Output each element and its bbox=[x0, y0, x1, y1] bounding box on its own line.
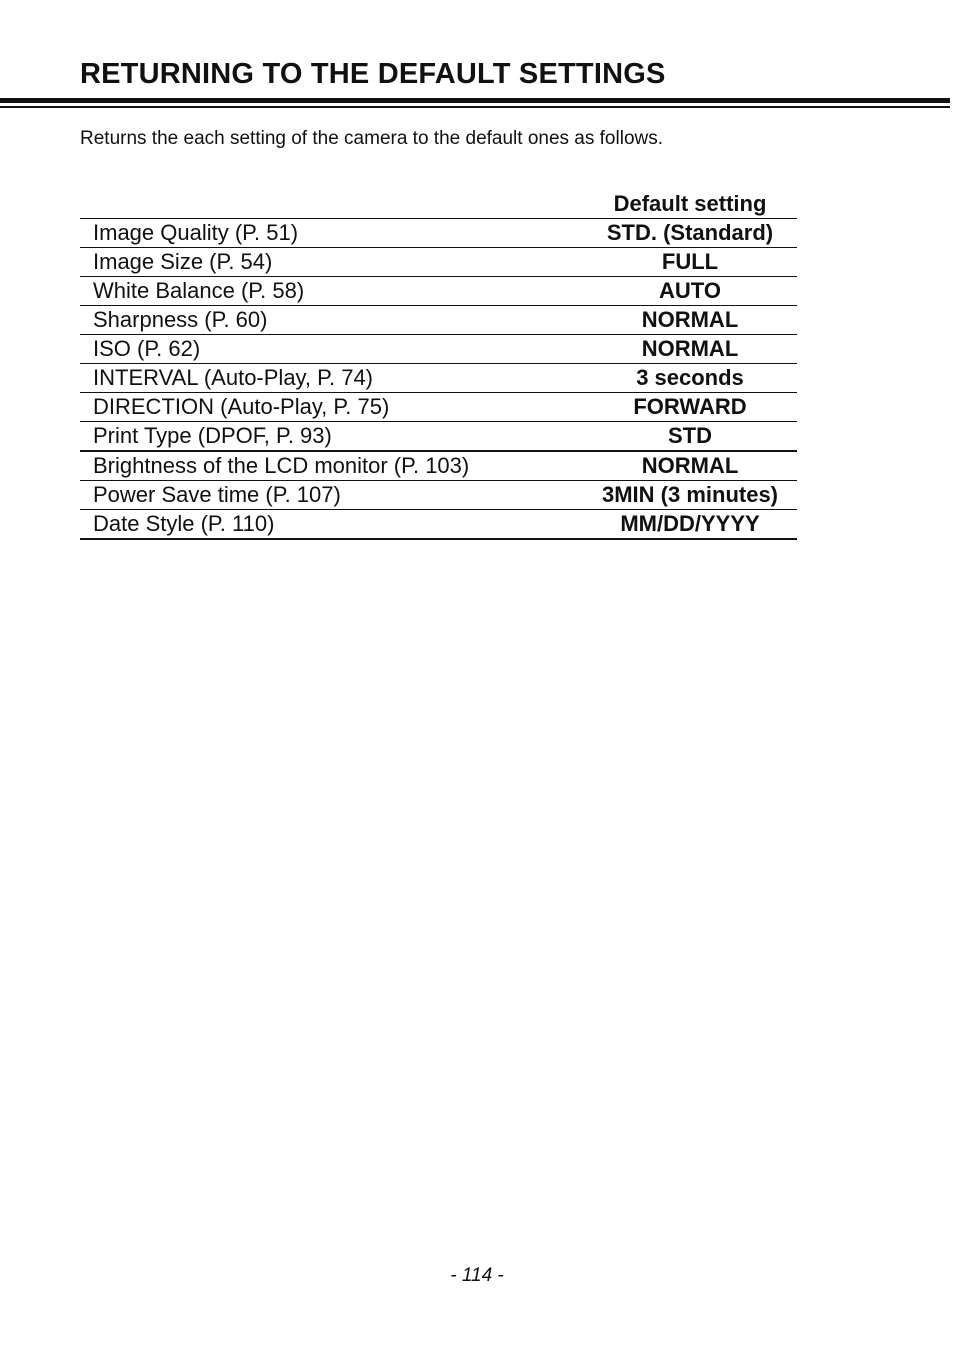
setting-default: NORMAL bbox=[583, 335, 797, 364]
setting-default: AUTO bbox=[583, 277, 797, 306]
column-header-setting bbox=[80, 190, 583, 219]
setting-default: STD bbox=[583, 422, 797, 452]
table-row bbox=[80, 248, 797, 277]
setting-default: FULL bbox=[583, 248, 797, 277]
page-title: RETURNING TO THE DEFAULT SETTINGS bbox=[80, 58, 666, 90]
table-row bbox=[80, 277, 797, 306]
table-row bbox=[80, 364, 797, 393]
table-row bbox=[80, 335, 797, 364]
setting-name: Image Size (P. 54) bbox=[80, 248, 583, 277]
setting-name: White Balance (P. 58) bbox=[80, 277, 583, 306]
table-row bbox=[80, 422, 797, 452]
default-settings-table bbox=[80, 190, 797, 540]
setting-default: MM/DD/YYYY bbox=[583, 510, 797, 540]
setting-name: DIRECTION (Auto-Play, P. 75) bbox=[80, 393, 583, 422]
intro-text: Returns the each setting of the camera to the default ones as follows. bbox=[80, 128, 664, 149]
column-header-default: Default setting bbox=[583, 190, 797, 219]
table-row bbox=[80, 510, 797, 540]
setting-default: NORMAL bbox=[583, 306, 797, 335]
setting-default: 3 seconds bbox=[583, 364, 797, 393]
setting-name: Print Type (DPOF, P. 93) bbox=[80, 422, 583, 452]
setting-name: ISO (P. 62) bbox=[80, 335, 583, 364]
setting-name: Power Save time (P. 107) bbox=[80, 481, 583, 510]
table-row bbox=[80, 306, 797, 335]
setting-default: STD. (Standard) bbox=[583, 219, 797, 248]
setting-name: Image Quality (P. 51) bbox=[80, 219, 583, 248]
setting-name: Date Style (P. 110) bbox=[80, 510, 583, 540]
setting-default: FORWARD bbox=[583, 393, 797, 422]
setting-name: INTERVAL (Auto-Play, P. 74) bbox=[80, 364, 583, 393]
page-number: - 114 - bbox=[450, 1265, 504, 1286]
title-rule-thick bbox=[0, 98, 950, 103]
title-rule-thin bbox=[0, 106, 950, 108]
table-header-row bbox=[80, 190, 797, 219]
table-row bbox=[80, 451, 797, 481]
setting-name: Brightness of the LCD monitor (P. 103) bbox=[80, 451, 583, 481]
table-row bbox=[80, 393, 797, 422]
setting-default: 3MIN (3 minutes) bbox=[583, 481, 797, 510]
setting-name: Sharpness (P. 60) bbox=[80, 306, 583, 335]
table-row bbox=[80, 481, 797, 510]
setting-default: NORMAL bbox=[583, 451, 797, 481]
table-row bbox=[80, 219, 797, 248]
